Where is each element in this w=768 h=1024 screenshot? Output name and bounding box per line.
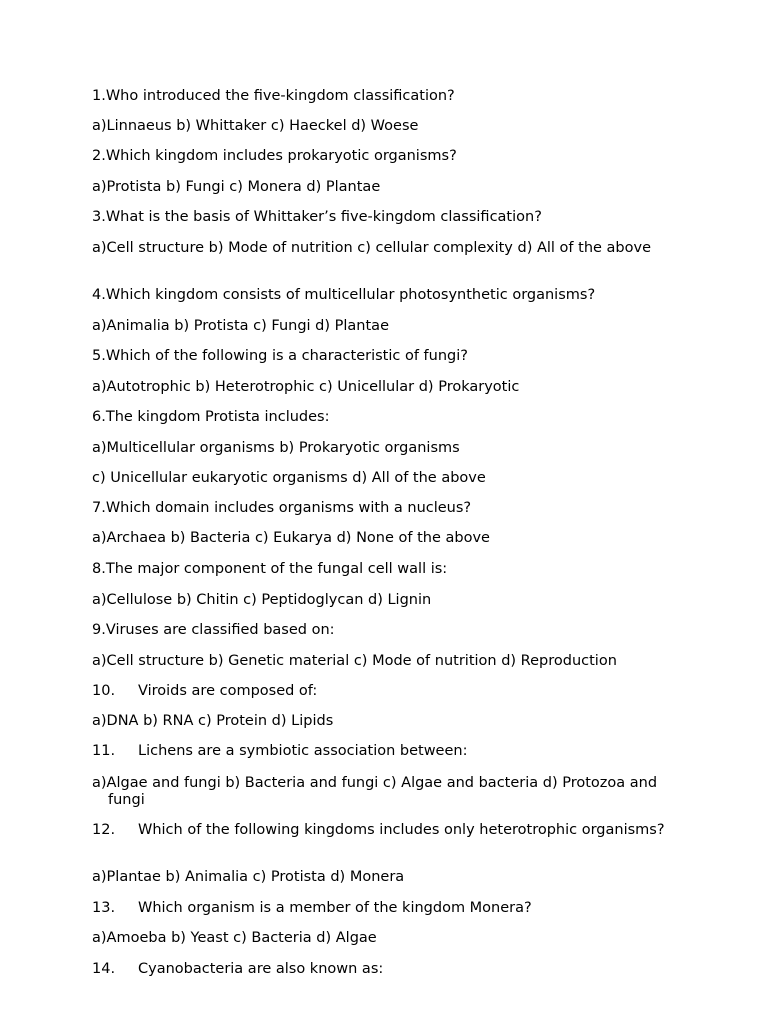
options-text: DNA b) RNA c) Protein d) Lipids bbox=[106, 713, 334, 729]
option-label: a) bbox=[92, 179, 107, 195]
options-text: Algae and fungi b) Bacteria and fungi c) Algae and bacteria d) Protozoa and fungi bbox=[106, 775, 658, 808]
question-11 bbox=[92, 743, 467, 760]
options-4 bbox=[92, 318, 389, 335]
options-text: c) Unicellular eukaryotic organisms d) All of the above bbox=[92, 470, 486, 486]
option-label: a) bbox=[92, 240, 107, 256]
option-label: a) bbox=[92, 592, 107, 608]
question-text: What is the basis of Whittaker’s five-kingdom classification? bbox=[105, 209, 542, 225]
options-6b bbox=[92, 470, 486, 487]
options-6a bbox=[92, 440, 460, 457]
options-9 bbox=[92, 653, 617, 670]
question-text: Viruses are classified based on: bbox=[105, 622, 335, 638]
question-number: 1. bbox=[92, 88, 106, 104]
question-2 bbox=[92, 148, 457, 165]
options-11 bbox=[92, 775, 668, 809]
option-label: a) bbox=[92, 118, 107, 134]
option-label: a) bbox=[92, 318, 107, 334]
option-label: a) bbox=[92, 653, 107, 669]
question-13 bbox=[92, 900, 532, 917]
question-text: Viroids are composed of: bbox=[138, 683, 318, 699]
question-text: Lichens are a symbiotic association between: bbox=[138, 743, 468, 759]
question-number: 13. bbox=[92, 900, 116, 916]
options-text: Cell structure b) Genetic material c) Mode of nutrition d) Reproduction bbox=[106, 653, 617, 669]
question-14 bbox=[92, 961, 383, 978]
option-label: a) bbox=[92, 930, 107, 946]
question-8 bbox=[92, 561, 447, 578]
question-6 bbox=[92, 409, 329, 426]
options-12 bbox=[92, 869, 404, 886]
question-text: Which kingdom includes prokaryotic organisms? bbox=[105, 148, 457, 164]
options-text: Linnaeus b) Whittaker c) Haeckel d) Woese bbox=[106, 118, 419, 134]
question-3 bbox=[92, 209, 542, 226]
options-text: Autotrophic b) Heterotrophic c) Unicellular d) Prokaryotic bbox=[106, 379, 520, 395]
question-number: 2. bbox=[92, 148, 106, 164]
question-text: Which of the following is a characteristic of fungi? bbox=[105, 348, 468, 364]
question-number: 14. bbox=[92, 961, 116, 977]
question-number: 10. bbox=[92, 683, 116, 699]
question-number: 8. bbox=[92, 561, 106, 577]
options-1 bbox=[92, 118, 418, 135]
options-text: Amoeba b) Yeast c) Bacteria d) Algae bbox=[106, 930, 377, 946]
option-label: a) bbox=[92, 869, 107, 885]
options-5 bbox=[92, 379, 519, 396]
question-number: 9. bbox=[92, 622, 106, 638]
options-text: Cellulose b) Chitin c) Peptidoglycan d) Lignin bbox=[106, 592, 432, 608]
options-text: Cell structure b) Mode of nutrition c) cellular complexity d) All of the above bbox=[106, 240, 652, 256]
options-text: Protista b) Fungi c) Monera d) Plantae bbox=[106, 179, 381, 195]
question-9 bbox=[92, 622, 335, 639]
question-number: 3. bbox=[92, 209, 106, 225]
question-text: Which of the following kingdoms includes only heterotrophic organisms? bbox=[138, 822, 665, 838]
option-label: a) bbox=[92, 775, 107, 791]
question-text: Who introduced the five-kingdom classification? bbox=[105, 88, 455, 104]
question-number: 11. bbox=[92, 743, 116, 759]
options-text: Multicellular organisms b) Prokaryotic organisms bbox=[106, 440, 460, 456]
options-10 bbox=[92, 713, 333, 730]
question-number: 5. bbox=[92, 348, 106, 364]
question-4 bbox=[92, 287, 595, 304]
question-number: 12. bbox=[92, 822, 116, 838]
question-text: Which kingdom consists of multicellular photosynthetic organisms? bbox=[105, 287, 596, 303]
question-12 bbox=[92, 822, 677, 839]
options-text: Animalia b) Protista c) Fungi d) Plantae bbox=[106, 318, 389, 334]
options-3 bbox=[92, 240, 668, 257]
question-number: 7. bbox=[92, 500, 106, 516]
options-8 bbox=[92, 592, 431, 609]
question-number: 4. bbox=[92, 287, 106, 303]
question-text: The major component of the fungal cell wall is: bbox=[105, 561, 448, 577]
question-number: 6. bbox=[92, 409, 106, 425]
option-label: a) bbox=[92, 530, 107, 546]
question-1 bbox=[92, 88, 455, 105]
question-7 bbox=[92, 500, 471, 517]
question-10 bbox=[92, 683, 317, 700]
options-text: Archaea b) Bacteria c) Eukarya d) None of the above bbox=[106, 530, 490, 546]
question-text: Cyanobacteria are also known as: bbox=[138, 961, 384, 977]
question-text: Which organism is a member of the kingdom Monera? bbox=[138, 900, 532, 916]
question-5 bbox=[92, 348, 468, 365]
option-label: a) bbox=[92, 440, 107, 456]
options-2 bbox=[92, 179, 380, 196]
question-text: The kingdom Protista includes: bbox=[105, 409, 330, 425]
option-label: a) bbox=[92, 379, 107, 395]
options-7 bbox=[92, 530, 490, 547]
question-text: Which domain includes organisms with a nucleus? bbox=[105, 500, 472, 516]
options-text: Plantae b) Animalia c) Protista d) Monera bbox=[106, 869, 405, 885]
options-13 bbox=[92, 930, 377, 947]
option-label: a) bbox=[92, 713, 107, 729]
